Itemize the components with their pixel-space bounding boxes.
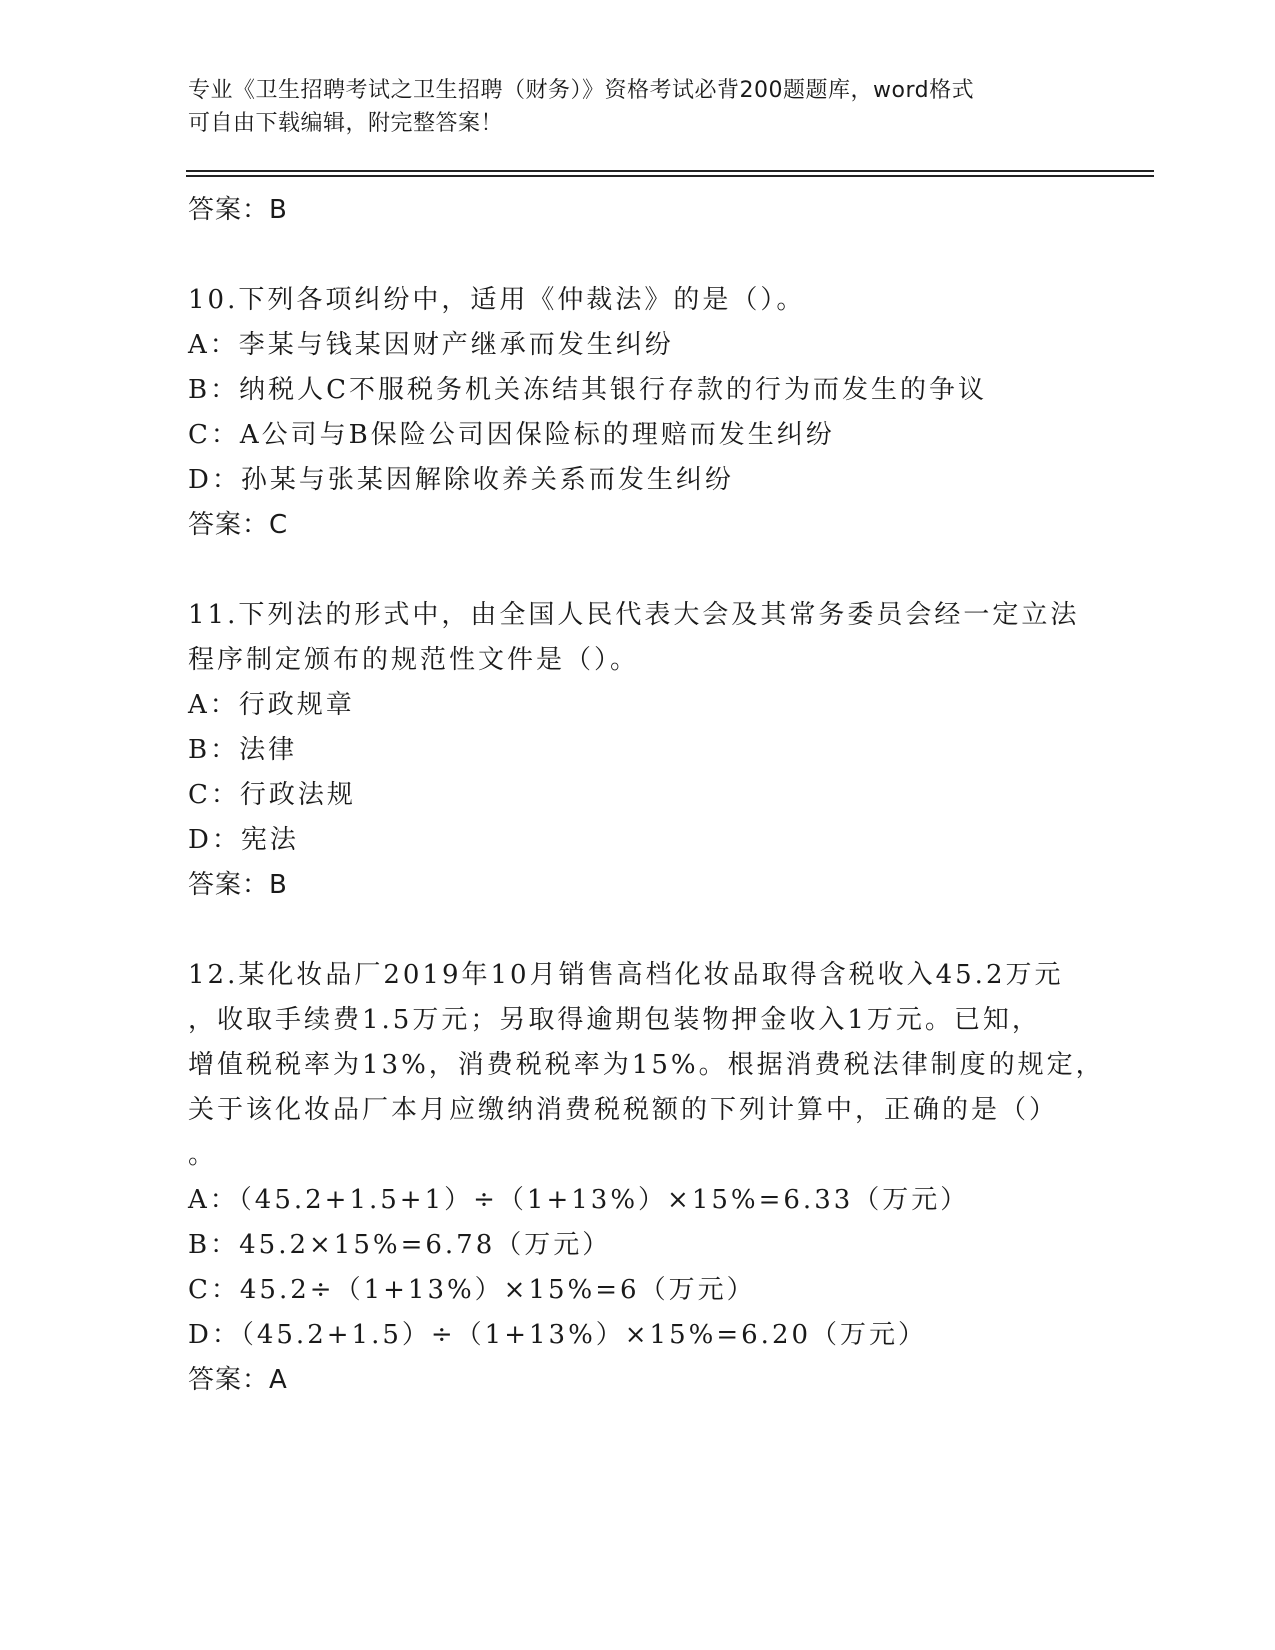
question-text: 。 [188, 1140, 218, 1170]
question-text: 10.下列各项纠纷中，适用《仲裁法》的是（）。 [188, 285, 806, 315]
option-b: B：法律 [188, 735, 298, 765]
option-b: B：45.2×15%=6.78（万元） [188, 1230, 612, 1260]
question-text: 增值税税率为13%，消费税税率为15%。根据消费税法律制度的规定， [188, 1050, 1105, 1080]
option-c: C：45.2÷（1+13%）×15%=6（万元） [188, 1275, 756, 1305]
option-a: A：李某与钱某因财产继承而发生纠纷 [188, 330, 674, 360]
header-line-2: 可自由下载编辑，附完整答案！ [188, 111, 504, 136]
answer-line: 答案：A [188, 1365, 288, 1395]
answer-line: 答案：B [188, 195, 288, 225]
option-d: D：孙某与张某因解除收养关系而发生纠纷 [188, 465, 734, 495]
option-c: C：A公司与B保险公司因保险标的理赔而发生纠纷 [188, 420, 835, 450]
question-block-11 [188, 593, 1088, 908]
question-text: ，收取手续费1.5万元；另取得逾期包装物押金收入1万元。已知， [188, 1005, 1041, 1035]
question-text: 12.某化妆品厂2019年10月销售高档化妆品取得含税收入45.2万元 [188, 960, 1064, 990]
question-block-12 [188, 953, 1105, 1403]
question-text: 程序制定颁布的规范性文件是（）。 [188, 645, 640, 675]
question-text: 关于该化妆品厂本月应缴纳消费税税额的下列计算中，正确的是（） [188, 1095, 1059, 1125]
answer-line: 答案：B [188, 870, 288, 900]
option-a: A：行政规章 [188, 690, 355, 720]
option-d: D：（45.2+1.5）÷（1+13%）×15%=6.20（万元） [188, 1320, 928, 1350]
option-d: D：宪法 [188, 825, 299, 855]
document-header [188, 74, 1088, 140]
option-b: B：纳税人C不服税务机关冻结其银行存款的行为而发生的争议 [188, 375, 988, 405]
header-rule-top [186, 170, 1154, 172]
header-rule-bottom [186, 175, 1154, 177]
question-block-10 [188, 278, 1088, 548]
answer-line: 答案：C [188, 510, 289, 540]
header-line-1: 专业《卫生招聘考试之卫生招聘（财务）》资格考试必背200题题库，word格式 [188, 78, 975, 103]
option-a: A：（45.2+1.5+1）÷（1+13%）×15%=6.33（万元） [188, 1185, 970, 1215]
question-text: 11.下列法的形式中，由全国人民代表大会及其常务委员会经一定立法 [188, 600, 1080, 630]
document-body [188, 188, 1105, 1403]
option-c: C：行政法规 [188, 780, 356, 810]
